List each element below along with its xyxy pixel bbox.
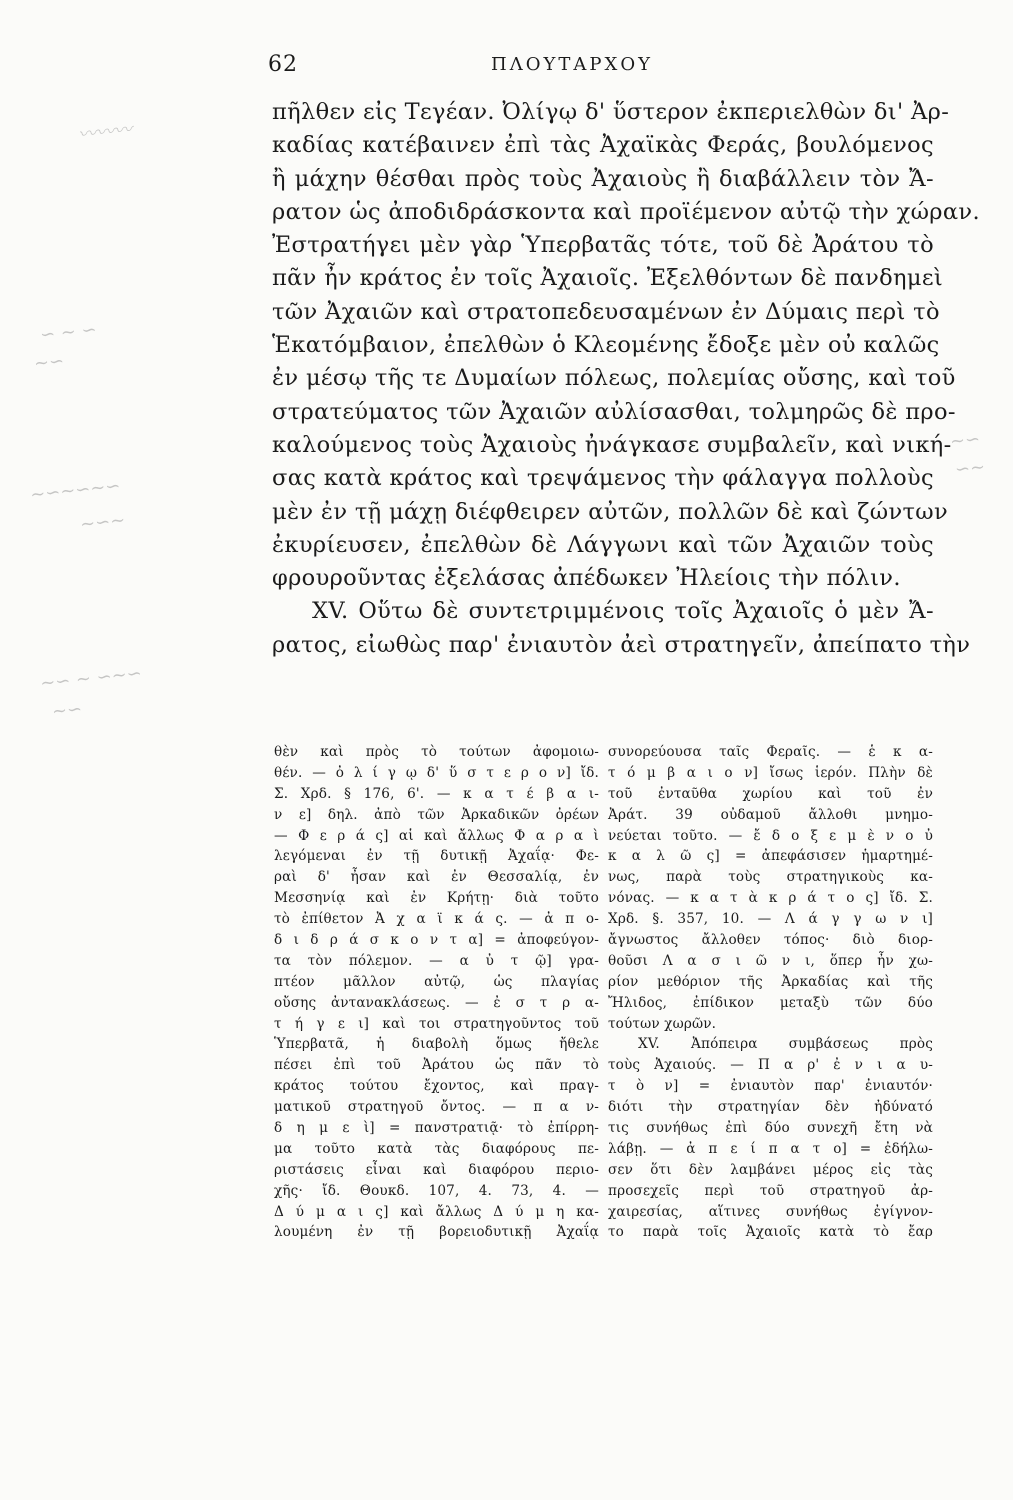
text-line: πᾶν ἦν κράτος ἐν τοῖς Ἀχαιοῖς. Ἐξελθόντων δὲ πανδημεὶ <box>272 265 944 292</box>
page-number: 62 <box>268 52 298 77</box>
main-text <box>272 96 980 662</box>
note-line: νεύεται τοῦτο. — ἔ δ ο ξ ε μ ὲ ν ο ὐ <box>608 827 933 844</box>
note-line: Ἀράτ. 39 οὐδαμοῦ ἄλλοθι μνημο- <box>608 806 933 823</box>
text-line: καλούμενος τοὺς Ἀχαιοὺς ἠνάγκασε συμβαλεῖν, καὶ νική- <box>272 431 952 458</box>
note-line: δ η μ ε ὶ] = πανστρατιᾷ· τὸ ἐπίρρη- <box>274 1120 599 1137</box>
note-line: χαιρεσίας, αἵτινες συνήθως ἐγίγνον- <box>608 1203 933 1220</box>
note-line: Δ ύ μ α ι ς] καὶ ἄλλως Δ ύ μ η κα- <box>274 1203 599 1220</box>
note-line: πτέον μᾶλλον αὐτῷ, ὡς πλαγίας <box>274 973 599 990</box>
note-line: ματικοῦ στρατηγοῦ ὄντος. — π α ν- <box>274 1099 599 1116</box>
page-header <box>268 52 876 82</box>
marginal-scribble: ∽ ∼ ∽ <box>39 319 98 346</box>
note-line: Μεσσηνίᾳ καὶ ἐν Κρήτῃ· διὰ τοῦτο <box>274 890 599 907</box>
note-line: τ ὸ ν] = ἐνιαυτὸν παρ' ἐνιαυτόν· <box>608 1078 933 1095</box>
text-line: σας κατὰ κράτος καὶ τρεψάμενος τὴν φάλαγγα πολλοὺς <box>272 465 934 492</box>
note-line: σεν ὅτι δὲν λαμβάνει μέρος εἰς τὰς <box>608 1161 933 1178</box>
marginal-scribble: 〰〰〰 <box>77 119 134 146</box>
note-line: νόνας. — κ α τ ὰ κ ρ ά τ ο ς] ἴδ. Σ. <box>608 890 933 907</box>
marginal-scribble: ∼∽∼ <box>79 509 127 536</box>
note-line: τὸ ἐπίθετον Ἀ χ α ϊ κ ά ς. — ἀ π ο- <box>274 911 599 928</box>
note-line: Ὑπερβατᾶ, ἡ διαβολὴ ὅμως ἤθελε <box>274 1036 599 1053</box>
note-line: — Φ ε ρ ά ς] αἱ καὶ ἄλλως Φ α ρ α ὶ <box>274 827 599 844</box>
note-line: ἄγνωστος ἄλλοθεν τόπος· διὸ διορ- <box>608 932 933 949</box>
text-line: Ἐστρατήγει μὲν γὰρ Ὑπερβατᾶς τότε, τοῦ δὲ Ἀράτου τὸ <box>272 232 934 259</box>
note-line: τ ή γ ε ι] καὶ τοι στρατηγοῦντος τοῦ <box>274 1015 599 1032</box>
note-line: ριστάσεις εἶναι καὶ διαφόρου περιο- <box>274 1161 599 1178</box>
note-line: λεγόμεναι ἐν τῇ δυτικῇ Ἀχαΐᾳ· Φε- <box>274 848 599 865</box>
marginal-scribble: ∼∽∼∽∼∽ <box>29 475 122 506</box>
marginal-scribble: ∼∽ <box>948 428 982 453</box>
text-line: ἐν μέσῳ τῆς τε Δυμαίων πόλεως, πολεμίας οὔσης, καὶ τοῦ <box>272 365 956 392</box>
note-line: Σ. Χρδ. § 176, 6'. — κ α τ έ β α ι- <box>274 785 599 802</box>
note-line: οὔσης ἀντανακλάσεως. — ἐ σ τ ρ α- <box>274 994 599 1011</box>
note-line: τούτων χωρῶν. <box>608 1015 717 1032</box>
note-line: ρίον μεθόριον τῆς Ἀρκαδίας καὶ τῆς <box>608 973 933 990</box>
marginal-scribble: ∼∽ ∼ ∽∼∽ <box>39 662 143 695</box>
note-line: τοῦ ἐνταῦθα χωρίου καὶ τοῦ ἐν <box>608 785 933 802</box>
note-line: μα τοῦτο κατὰ τὰς διαφόρους πε- <box>274 1140 599 1157</box>
note-line: διότι τὴν στρατηγίαν δὲν ἠδύνατό <box>608 1099 933 1116</box>
text-line: Ἑκατόμβαιον, ἐπελθὼν ὁ Κλεομένης ἔδοξε μὲν οὐ καλῶς <box>272 332 940 359</box>
text-line: μὲν ἐν τῇ μάχῃ διέφθειρεν αὐτῶν, πολλῶν δὲ καὶ ζώντων <box>272 498 949 525</box>
note-line: κ α λ ῶ ς] = ἀπεφάσισεν ἡμαρτημέ- <box>608 848 933 865</box>
note-line: χῆς· ἴδ. Θουκδ. 107, 4. 73, 4. — <box>274 1182 599 1199</box>
note-line: συνορεύουσα ταῖς Φεραῖς. — ἑ κ α- <box>608 744 933 760</box>
text-line: ρατος, εἰωθὼς παρ' ἐνιαυτὸν ἀεὶ στρατηγεῖν, ἀπείπατο τὴν <box>272 631 971 658</box>
running-title: ΠΛΟΥΤΑΡΧΟΥ <box>491 54 653 75</box>
marginal-scribble: ∽∼ <box>953 456 987 481</box>
note-line: λουμένη ἐν τῇ βορειοδυτικῇ Ἀχαΐᾳ <box>274 1224 599 1241</box>
text-line: τῶν Ἀχαιῶν καὶ στρατοπεδευσαμένων ἐν Δύμαις περὶ τὸ <box>272 298 940 325</box>
note-section-heading: XV. Ἀπόπειρα συμβάσεως πρὸς <box>638 1036 933 1053</box>
note-line: Ἤλιδος, ἐπίδικον μεταξὺ τῶν δύο <box>608 994 933 1011</box>
note-line: το παρὰ τοῖς Ἀχαιοῖς κατὰ τὸ ἔαρ <box>608 1224 933 1241</box>
note-line: Χρδ. §. 357, 10. — Λ ά γ γ ω ν ι] <box>608 911 933 928</box>
note-line: θοῦσι Λ α σ ι ῶ ν ι, ὅπερ ἦν χω- <box>608 952 933 969</box>
note-line: τοὺς Ἀχαιούς. — Π α ρ' ἐ ν ι α υ- <box>608 1057 933 1074</box>
note-line: λάβῃ. — ἀ π ε ί π α τ ο] = ἐδήλω- <box>608 1140 933 1157</box>
text-line: στρατεύματος τῶν Ἀχαιῶν αὐλίσασθαι, τολμηρῶς δὲ προ- <box>272 398 956 425</box>
text-line: ἐκυρίευσεν, ἐπελθὼν δὲ Λάγγωνι καὶ τῶν Ἀχαιῶν τοὺς <box>272 531 934 558</box>
commentary-left-column <box>274 742 599 1243</box>
note-line: τις συνήθως ἐπὶ δύο συνεχῆ ἔτη νὰ <box>608 1120 933 1137</box>
note-line: δ ι δ ρ ά σ κ ο ν τ α] = ἀποφεύγον- <box>274 932 599 949</box>
text-line: ἢ μάχην θέσθαι πρὸς τοὺς Ἀχαιοὺς ἢ διαβάλλειν τὸν Ἄ- <box>272 165 934 192</box>
text-line: πῆλθεν εἰς Τεγέαν. Ὀλίγῳ δ' ὕστερον ἐκπεριελθὼν δι' Ἀρ- <box>272 99 950 125</box>
note-line: νως, παρὰ τοὺς στρατηγικοὺς κα- <box>608 869 933 886</box>
note-line: τα τὸν πόλεμον. — α ὐ τ ῷ] γρα- <box>274 952 599 969</box>
note-line: τ ό μ β α ι ο ν] ἴσως ἱερόν. Πλὴν δὲ <box>608 764 933 781</box>
note-line: πέσει ἐπὶ τοῦ Ἀράτου ὡς πᾶν τὸ <box>274 1057 599 1074</box>
marginal-scribble: ∼∽ <box>32 350 66 375</box>
chapter-start-line: XV. Οὕτω δὲ συντετριμμένοις τοῖς Ἀχαιοῖς ὁ μὲν Ἄ- <box>312 598 934 625</box>
note-line: ν ε] δηλ. ἀπὸ τῶν Ἀρκαδικῶν ὀρέων <box>274 806 599 823</box>
note-line: θὲν καὶ πρὸς τὸ τούτων ἀφομοιω- <box>274 744 599 760</box>
marginal-scribble: ∼∽ <box>50 698 84 723</box>
commentary-right-column <box>608 742 933 1243</box>
text-line: ρατον ὡς ἀποδιδράσκοντα καὶ προϊέμενον αὐτῷ τὴν χώραν. <box>272 198 980 225</box>
note-line: προσεχεῖς περὶ τοῦ στρατηγοῦ ἀρ- <box>608 1182 933 1199</box>
text-line: καδίας κατέβαινεν ἐπὶ τὰς Ἀχαϊκὰς Φεράς, βουλόμενος <box>272 132 934 159</box>
note-line: ραὶ δ' ἦσαν καὶ ἐν Θεσσαλίᾳ, ἐν <box>274 869 599 886</box>
note-line: θέν. — ὀ λ ί γ ῳ δ' ὕ σ τ ε ρ ο ν] ἴδ. <box>274 764 599 781</box>
note-line: κράτος τούτου ἔχοντος, καὶ πραγ- <box>274 1078 599 1095</box>
text-line: φρουροῦντας ἐξελάσας ἀπέδωκεν Ἠλείοις τὴν πόλιν. <box>272 565 901 592</box>
